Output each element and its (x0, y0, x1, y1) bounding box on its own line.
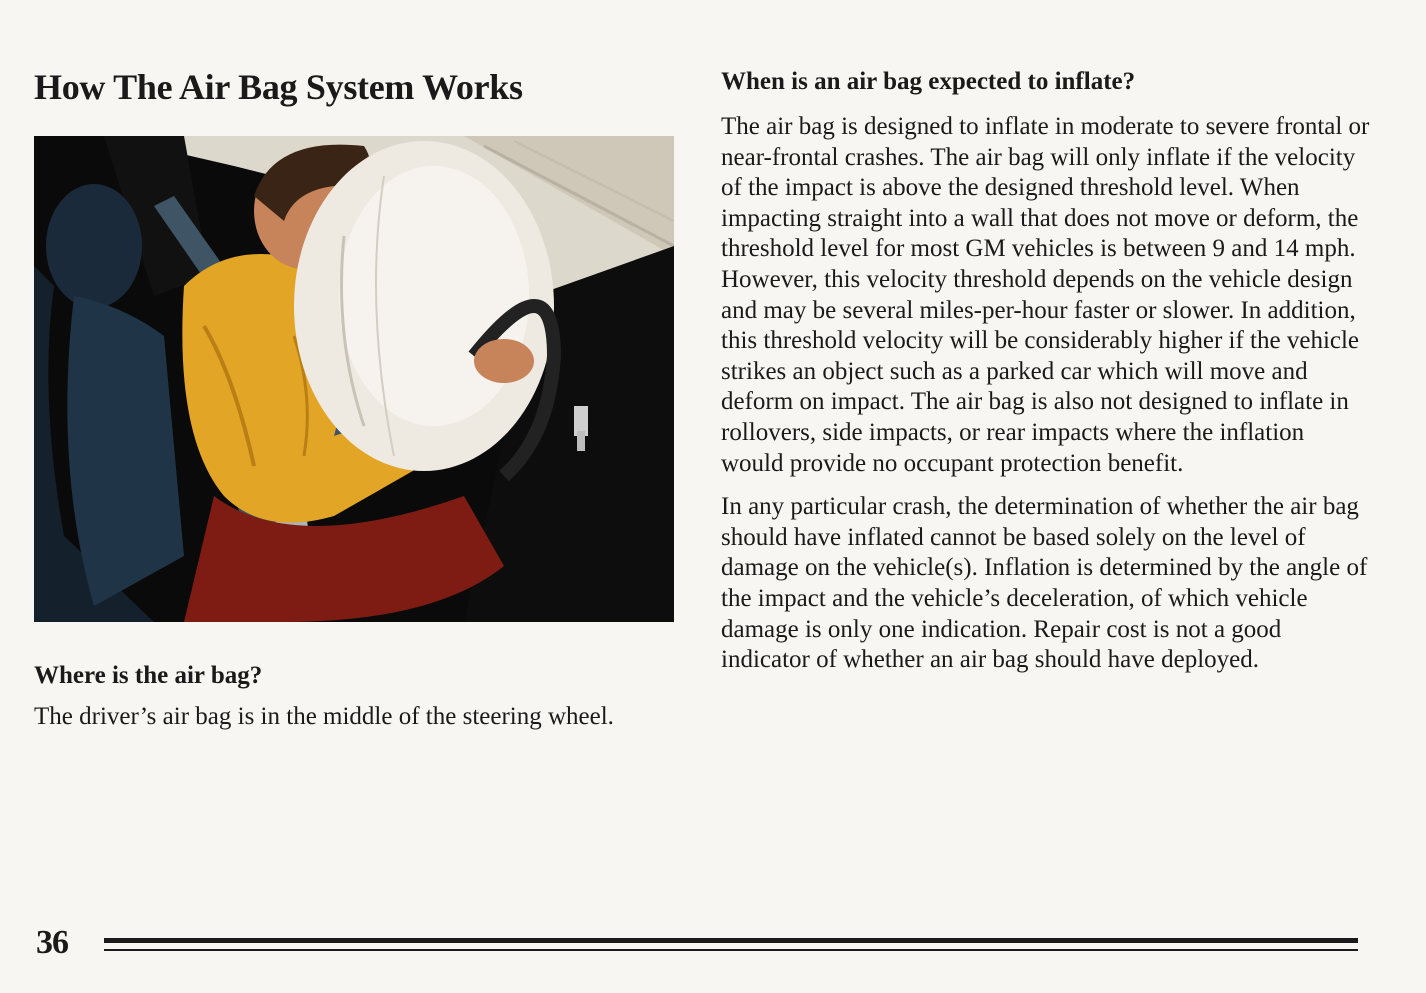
footer-rule-thin (104, 949, 1358, 951)
inflate-paragraph-2: In any particular crash, the determination of whether the air bag should have inflated cannot be based solely on the level of damage on the vehicle(s). Inflation is determined by the angle of the impact and the vehicle’s deceleration, of which vehicle damage is only one indication. Repair cost is not a good indicator of whether an air bag should have deployed. (721, 493, 1368, 674)
footer-rule (104, 938, 1358, 956)
footer-rule-thick (104, 938, 1358, 943)
page-title: How The Air Bag System Works (34, 67, 523, 107)
left-column (34, 64, 674, 110)
airbag-illustration-drawing (34, 136, 674, 622)
where-text: The driver’s air bag is in the middle of the steering wheel. (34, 703, 614, 730)
where-heading: Where is the air bag? (34, 662, 263, 689)
inflate-paragraph-1: The air bag is designed to inflate in moderate to severe frontal or near-frontal crashes. The air bag will only inflate if the velocity of the impact is above the designed threshold level. When impacting straight into a wall that does not move or deform, the threshold level for most GM vehicles is between 9 and 14 mph. However, this velocity threshold depends on the vehicle design and may be several miles-per-hour faster or slower. In addition, this threshold velocity will be considerably higher if the vehicle strikes an object such as a parked car which will move and deform on impact. The air bag is also not designed to inflate in rollovers, side impacts, or rear impacts where the inflation would provide no occupant protection benefit. (721, 113, 1370, 477)
where-section (34, 660, 634, 733)
right-column (721, 66, 1371, 676)
inflate-heading: When is an air bag expected to inflate? (721, 68, 1136, 95)
airbag-illustration (34, 136, 674, 622)
page-number: 36 (36, 924, 68, 961)
